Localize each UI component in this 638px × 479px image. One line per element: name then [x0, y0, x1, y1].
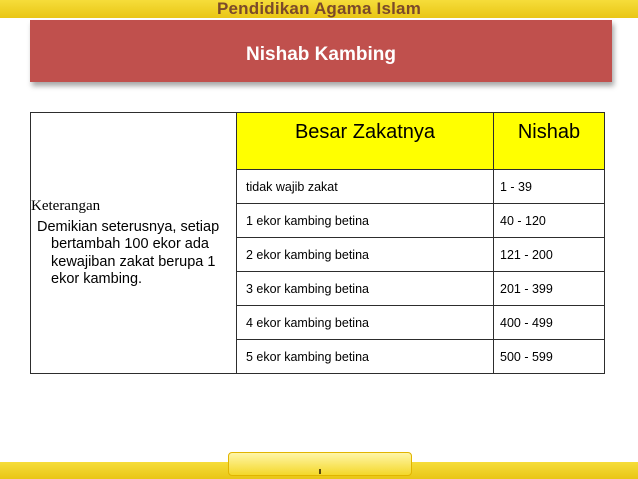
- keterangan-cell: [31, 113, 237, 374]
- besar-zakat-cell: 3 ekor kambing betina: [237, 272, 494, 306]
- nishab-table: [30, 112, 605, 374]
- column-header-besar-zakatnya: Besar Zakatnya: [237, 113, 494, 170]
- nishab-cell: 121 - 200: [494, 238, 605, 272]
- besar-zakat-cell: tidak wajib zakat: [237, 170, 494, 204]
- column-header-nishab: Nishab: [494, 113, 605, 170]
- nishab-cell: 201 - 399: [494, 272, 605, 306]
- besar-zakat-cell: 5 ekor kambing betina: [237, 340, 494, 374]
- nishab-cell: 500 - 599: [494, 340, 605, 374]
- besar-zakat-cell: 2 ekor kambing betina: [237, 238, 494, 272]
- besar-zakat-cell: 1 ekor kambing betina: [237, 204, 494, 238]
- keterangan-label: Keterangan: [31, 197, 101, 214]
- nishab-cell: 1 - 39: [494, 170, 605, 204]
- subject-title: Pendidikan Agama Islam: [216, 0, 422, 18]
- page-number-box: [228, 452, 412, 476]
- nishab-cell: 40 - 120: [494, 204, 605, 238]
- table-header-row: [31, 113, 605, 170]
- title-banner: [30, 20, 612, 82]
- page-number-mark: [319, 469, 321, 474]
- slide-title: Nishab Kambing: [246, 44, 396, 65]
- keterangan-text: Demikian seterusnya, setiap bertambah 100 ekor ada kewajiban zakat berupa 1 ekor kambing.: [37, 218, 220, 287]
- nishab-cell: 400 - 499: [494, 306, 605, 340]
- top-accent-band: [0, 0, 638, 18]
- besar-zakat-cell: 4 ekor kambing betina: [237, 306, 494, 340]
